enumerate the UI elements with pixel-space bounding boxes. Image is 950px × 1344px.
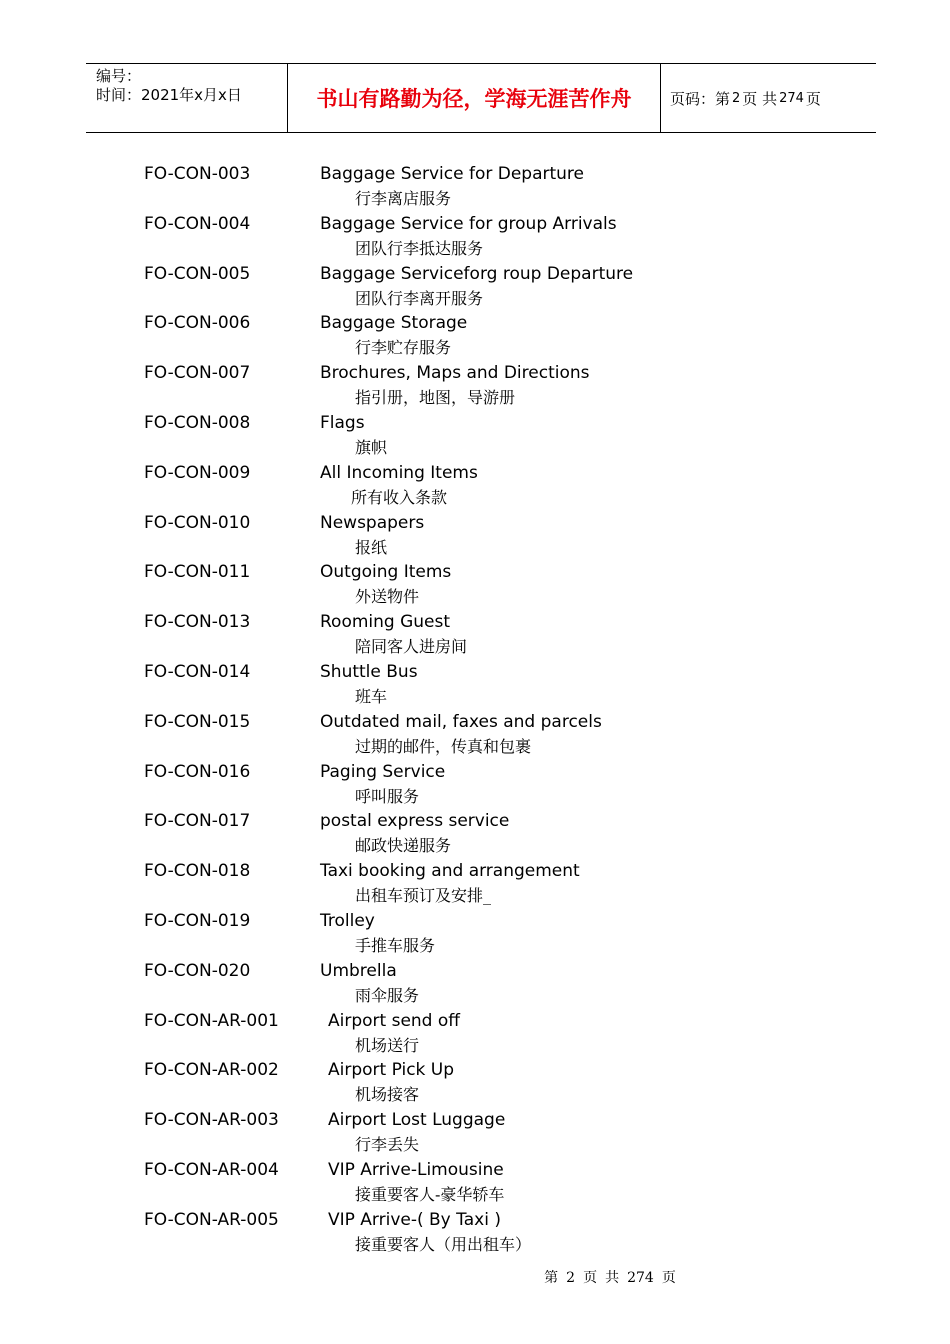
header-page-number [661, 64, 876, 132]
list-item [0, 660, 950, 710]
list-item [0, 610, 950, 660]
entry-code: FO-CON-014 [144, 661, 251, 682]
entry-english-title: Flags [320, 412, 365, 433]
list-item [0, 1058, 950, 1108]
entry-code: FO-CON-016 [144, 761, 251, 782]
entry-english-title: Shuttle Bus [320, 661, 418, 682]
entry-chinese-title: 行李离店服务 [355, 189, 452, 208]
entry-english-title: Taxi booking and arrangement [320, 861, 580, 882]
footer-ye: 页 [583, 1270, 598, 1286]
entry-chinese-title: 班车 [355, 686, 388, 706]
entry-english-title: Airport send off [328, 1010, 460, 1031]
page-label-prefix: 页码：第 [670, 89, 731, 108]
page-label-mid: 页 共 [742, 89, 778, 108]
entry-chinese-title: 机场送行 [355, 1035, 420, 1055]
list-item [0, 909, 950, 959]
entry-english-title: VIP Arrive-Limousine [328, 1159, 504, 1180]
list-item [0, 461, 950, 511]
entry-code: FO-CON-015 [144, 711, 251, 732]
entry-code: FO-CON-AR-002 [144, 1060, 279, 1081]
entry-code: FO-CON-008 [144, 412, 251, 433]
list-item [0, 760, 950, 810]
list-item [0, 959, 950, 1009]
entry-english-title: Outdated mail, faxes and parcels [320, 711, 602, 732]
list-item [0, 411, 950, 461]
list-item [0, 361, 950, 411]
entry-code: FO-CON-017 [144, 811, 251, 832]
entry-english-title: Trolley [320, 910, 375, 931]
entry-chinese-title: 指引册，地图，导游册 [355, 388, 516, 408]
header-meta [86, 64, 288, 132]
list-item [0, 212, 950, 262]
entry-code: FO-CON-004 [144, 213, 251, 234]
entry-chinese-title: 雨伞服务 [355, 985, 420, 1005]
entry-code: FO-CON-018 [144, 861, 251, 882]
footer-di: 第 [544, 1270, 559, 1286]
entry-code: FO-CON-AR-003 [144, 1110, 279, 1131]
entry-chinese-title: 呼叫服务 [355, 786, 420, 806]
entry-code: FO-CON-009 [144, 462, 251, 483]
time-label: 时间：2021年x月x日 [96, 86, 242, 104]
entry-code: FO-CON-013 [144, 612, 251, 633]
list-item [0, 311, 950, 361]
entry-english-title: Paging Service [320, 761, 446, 782]
list-item [0, 710, 950, 760]
entry-code: FO-CON-011 [144, 562, 251, 583]
entry-chinese-title: 接重要客人-豪华轿车 [355, 1184, 505, 1204]
entry-chinese-title: 陪同客人进房间 [355, 637, 468, 657]
footer-page: 2 [566, 1270, 576, 1286]
page-total: 274 [779, 90, 804, 106]
entry-english-title: Baggage Service for Departure [320, 164, 585, 184]
footer-ye-2: 页 [661, 1270, 676, 1286]
entry-english-title: Brochures, Maps and Directions [320, 363, 590, 384]
list-item [0, 859, 950, 909]
entry-english-title: VIP Arrive-( By Taxi ) [328, 1209, 501, 1230]
entry-english-title: Rooming Guest [320, 612, 451, 633]
entry-chinese-title: 团队行李离开服务 [355, 288, 484, 308]
entry-code: FO-CON-AR-001 [144, 1010, 279, 1031]
entry-chinese-title: 过期的邮件，传真和包裹 [355, 736, 532, 756]
entry-chinese-title: 邮政快递服务 [355, 836, 452, 856]
entry-chinese-title: 旗帜 [355, 437, 388, 457]
list-item [0, 809, 950, 859]
entry-chinese-title: 团队行李抵达服务 [355, 238, 484, 258]
motto: 书山有路勤为径，学海无涯苦作舟 [288, 64, 661, 132]
entry-english-title: Airport Lost Luggage [328, 1110, 506, 1131]
entry-chinese-title: 出租车预订及安排_ [355, 886, 492, 906]
entry-code: FO-CON-005 [144, 263, 251, 284]
entry-chinese-title: 行李丢失 [355, 1135, 420, 1155]
entry-chinese-title: 外送物件 [355, 587, 420, 607]
entry-code: FO-CON-007 [144, 363, 251, 384]
page-current: 2 [732, 90, 741, 106]
entry-english-title: Baggage Storage [320, 313, 468, 334]
number-label: 编号： [96, 67, 142, 85]
page-header [86, 63, 876, 133]
entry-chinese-title: 接重要客人（用出租车） [355, 1234, 532, 1254]
page-footer [0, 1267, 950, 1287]
list-item [0, 1009, 950, 1059]
list-item [0, 511, 950, 561]
entry-code: FO-CON-010 [144, 512, 251, 533]
list-item [0, 1208, 950, 1258]
entry-chinese-title: 所有收入条款 [351, 487, 448, 507]
entry-english-title: Baggage Serviceforg roup Departure [320, 263, 634, 284]
entry-chinese-title: 手推车服务 [355, 935, 436, 955]
entry-english-title: Umbrella [320, 960, 397, 981]
list-item [0, 162, 950, 212]
footer-total: 274 [627, 1270, 654, 1286]
entry-code: FO-CON-003 [144, 164, 251, 184]
entry-chinese-title: 报纸 [355, 537, 388, 557]
entry-code: FO-CON-020 [144, 960, 251, 981]
entry-code: FO-CON-AR-004 [144, 1159, 279, 1180]
procedure-list [0, 162, 950, 1258]
entry-code: FO-CON-006 [144, 313, 251, 334]
entry-chinese-title: 行李贮存服务 [355, 338, 452, 358]
entry-english-title: postal express service [320, 811, 510, 832]
entry-english-title: Newspapers [320, 512, 425, 533]
entry-code: FO-CON-AR-005 [144, 1209, 279, 1230]
entry-code: FO-CON-019 [144, 910, 251, 931]
entry-english-title: Airport Pick Up [328, 1060, 455, 1081]
footer-gong: 共 [605, 1270, 620, 1286]
list-item [0, 262, 950, 312]
entry-english-title: Baggage Service for group Arrivals [320, 213, 617, 234]
list-item [0, 1158, 950, 1208]
list-item [0, 560, 950, 610]
entry-chinese-title: 机场接客 [355, 1085, 420, 1105]
list-item [0, 1108, 950, 1158]
entry-english-title: Outgoing Items [320, 562, 452, 583]
page-label-suffix: 页 [805, 89, 821, 108]
entry-english-title: All Incoming Items [320, 462, 478, 483]
